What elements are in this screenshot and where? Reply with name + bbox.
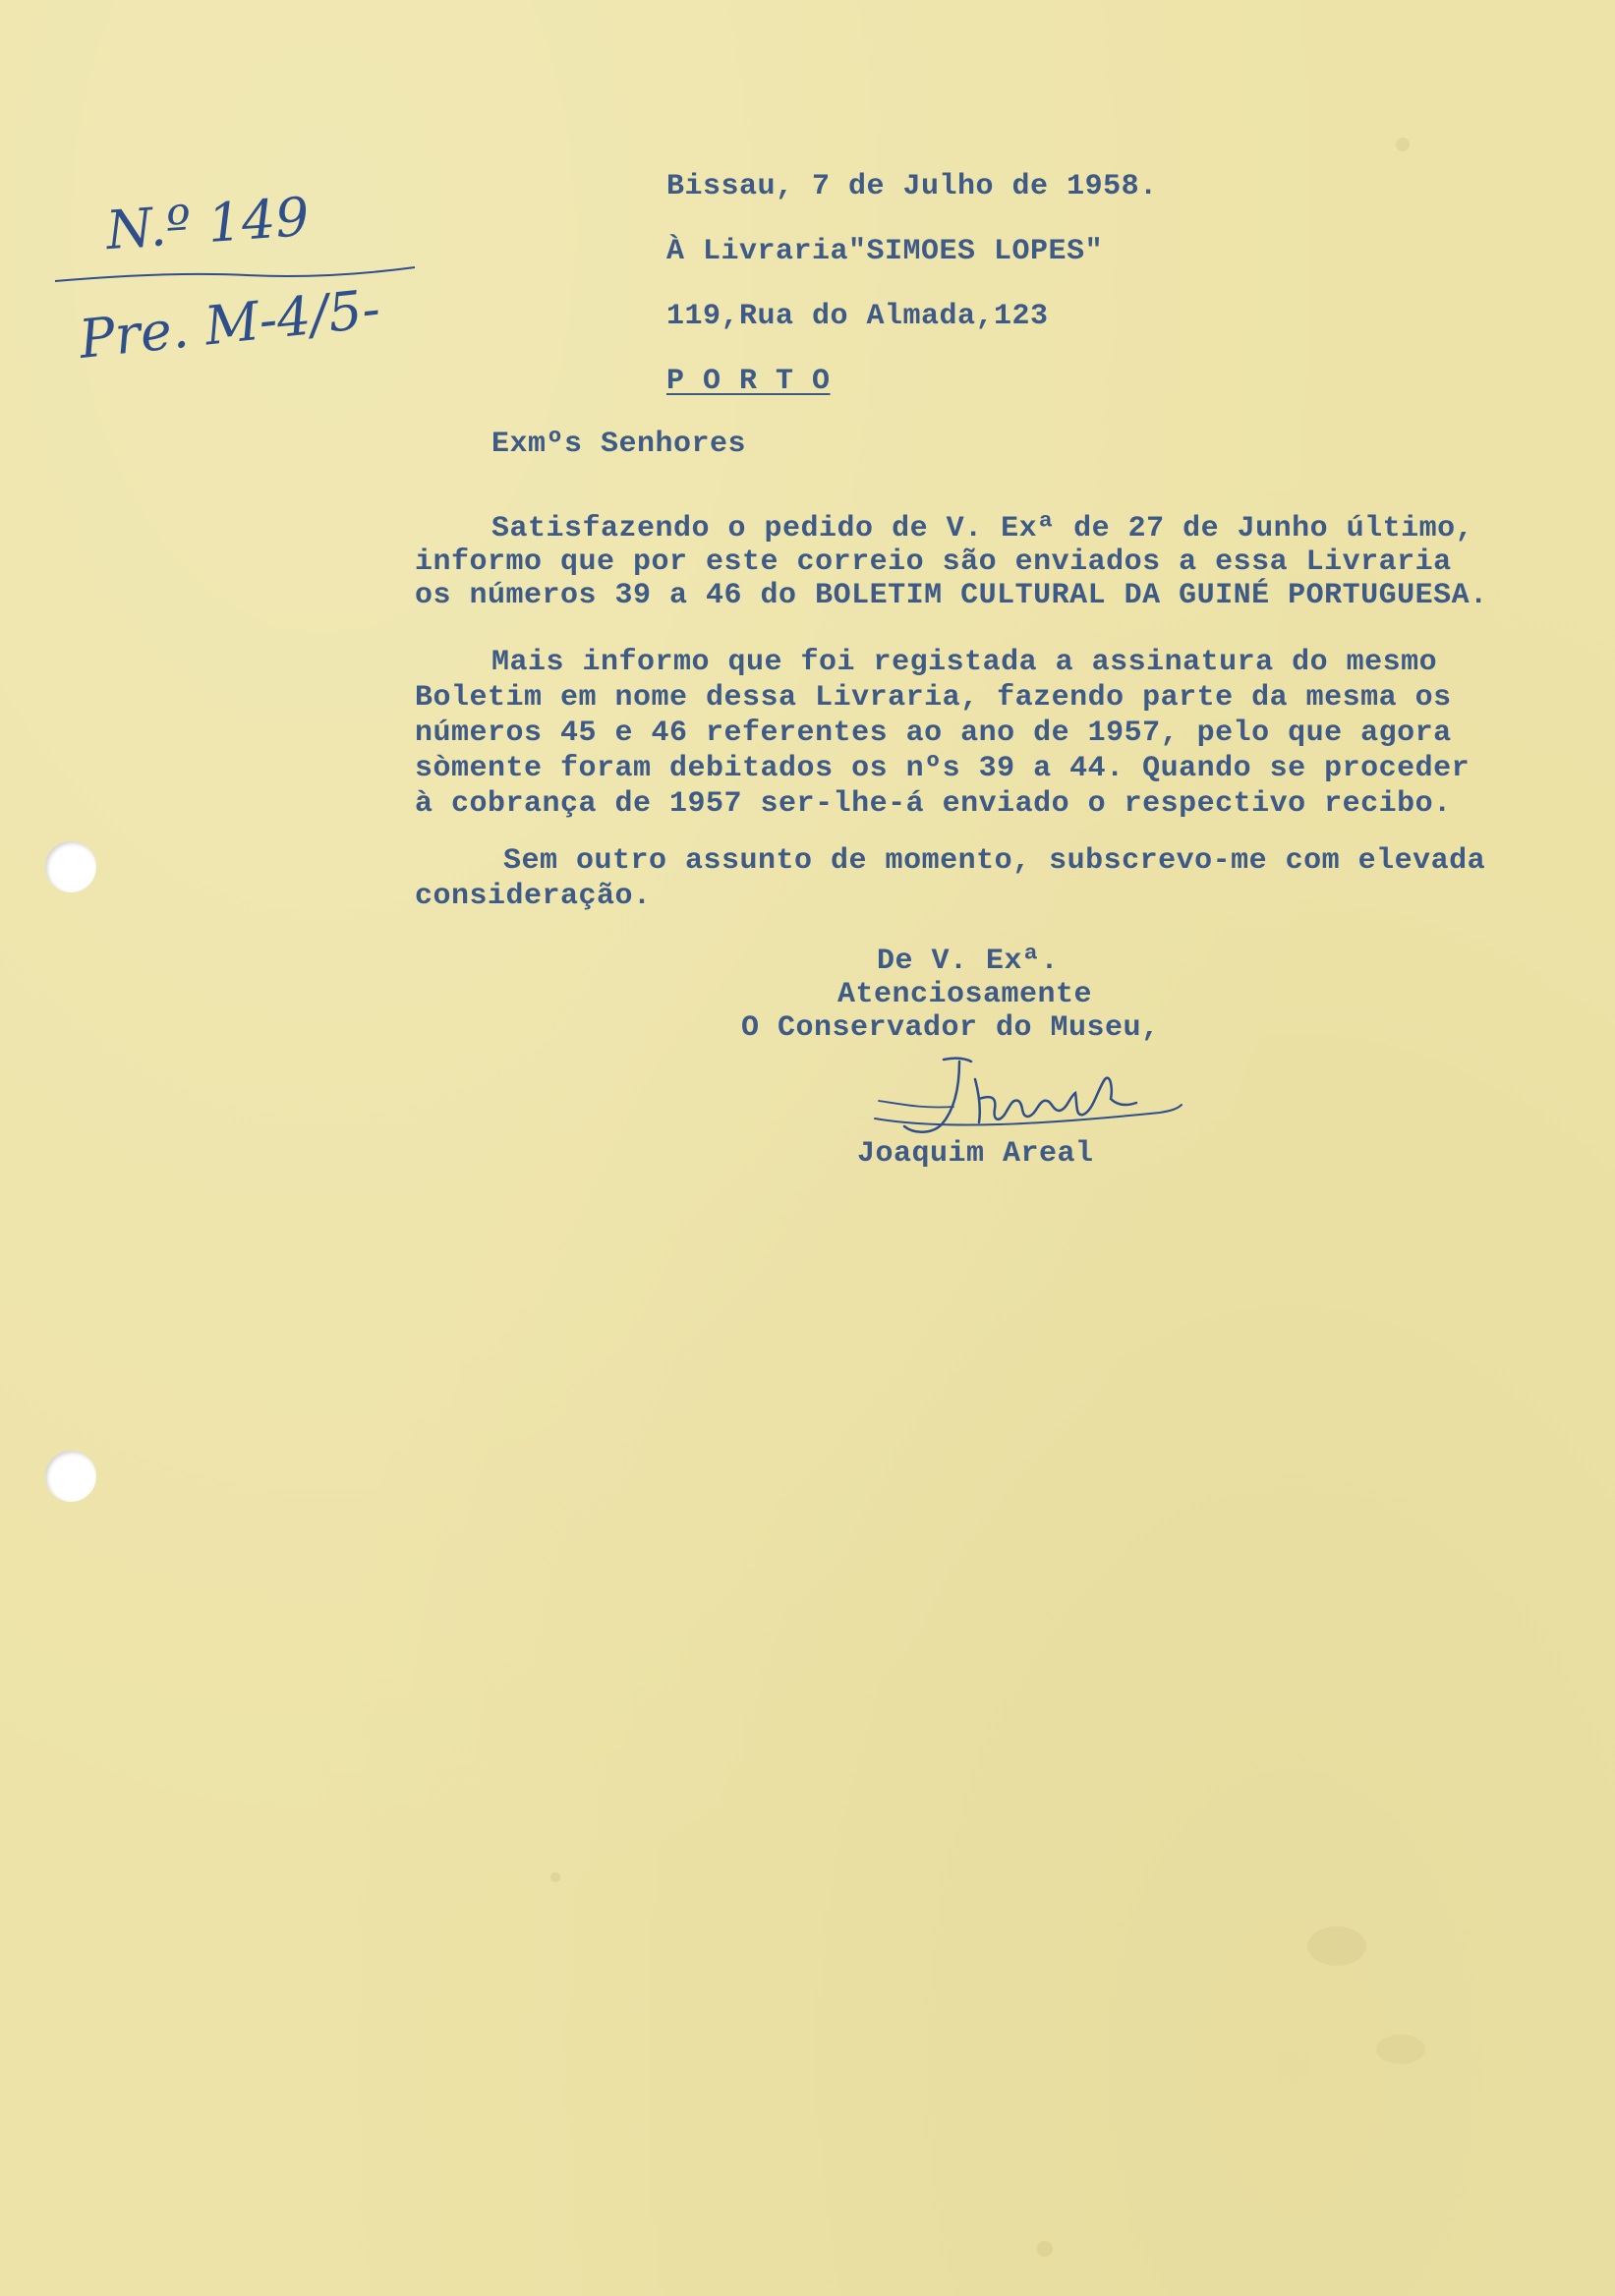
- paragraph-line: os números 39 a 46 do BOLETIM CULTURAL DA GUINÉ PORTUGUESA.: [415, 579, 1488, 612]
- paper-stain: [1396, 138, 1410, 151]
- paragraph-line: Sem outro assunto de momento, subscrevo-me com elevada: [503, 844, 1486, 878]
- paragraph-line: consideração.: [415, 880, 652, 913]
- handwritten-signature: [865, 1040, 1189, 1148]
- signatory-name: Joaquim Areal: [857, 1137, 1094, 1171]
- punch-hole-top: [45, 841, 96, 892]
- paragraph-line: números 45 e 46 referentes ao ano de 1957, pelo que agora: [415, 717, 1452, 750]
- recipient-city: P O R T O: [666, 365, 831, 398]
- paragraph-line: informo que por este correio são enviados a essa Livraria: [415, 545, 1452, 579]
- paragraph-line: Satisfazendo o pedido de V. Exª de 27 de Junho último,: [491, 512, 1474, 545]
- recipient-address: 119,Rua do Almada,123: [666, 300, 1049, 333]
- paragraph-line: Boletim em nome dessa Livraria, fazendo parte da mesma os: [415, 681, 1452, 715]
- paper-stain: [1037, 2241, 1053, 2257]
- recipient-name: À Livraria"SIMOES LOPES": [666, 235, 1104, 268]
- margin-note-reference: Pre. M-4/5-: [76, 277, 383, 371]
- closing-line-3: O Conservador do Museu,: [741, 1011, 1160, 1045]
- closing-line-2: Atenciosamente: [837, 978, 1093, 1011]
- paper-stain: [1376, 2035, 1425, 2064]
- paragraph-line: sòmente foram debitados os nºs 39 a 44. Quando se proceder: [415, 752, 1471, 785]
- punch-hole-bottom: [45, 1451, 96, 1502]
- closing-line-1: De V. Exª.: [877, 945, 1060, 978]
- paper-stain: [1307, 1926, 1366, 1966]
- paper-stain: [550, 1872, 560, 1882]
- date-line: Bissau, 7 de Julho de 1958.: [666, 170, 1158, 203]
- paragraph-line: à cobrança de 1957 ser-lhe-á enviado o respectivo recibo.: [415, 787, 1452, 821]
- margin-note-number: N.º 149: [104, 185, 312, 262]
- salutation: Exmºs Senhores: [491, 428, 747, 461]
- paragraph-line: Mais informo que foi registada a assinatura do mesmo: [491, 646, 1438, 679]
